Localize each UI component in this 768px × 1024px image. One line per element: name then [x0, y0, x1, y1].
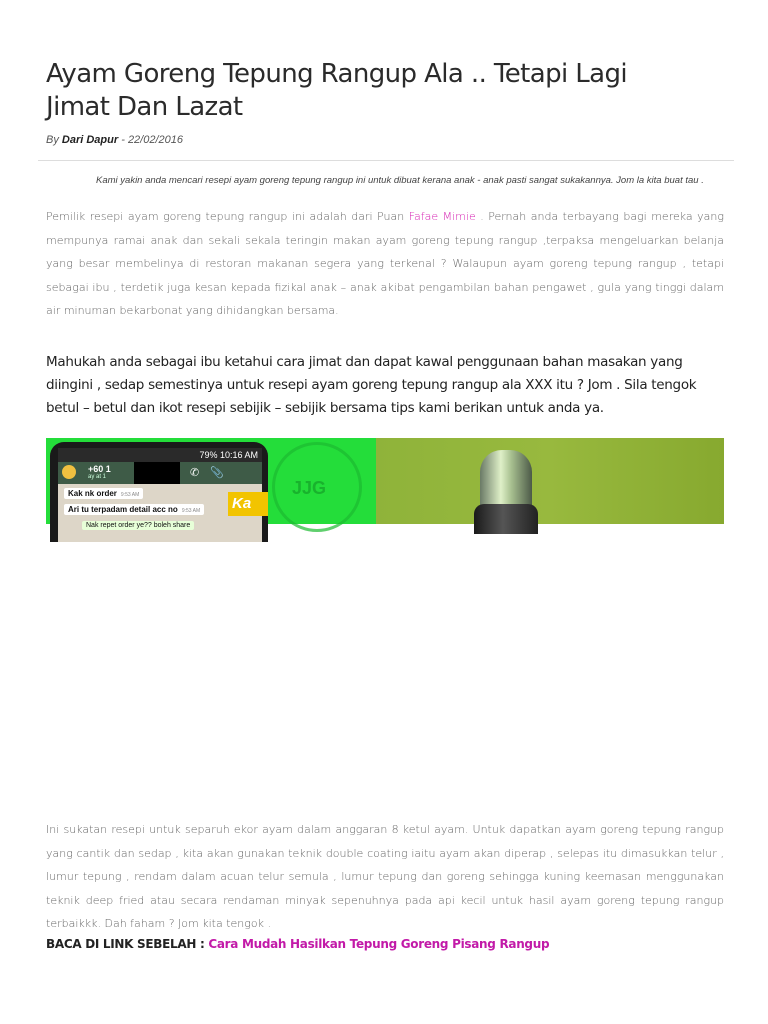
ad-badge: Ka	[228, 492, 268, 516]
by-label: By	[46, 134, 59, 146]
ad-banner-left	[46, 438, 376, 529]
divider	[38, 160, 734, 161]
post-date: 22/02/2016	[127, 134, 183, 146]
recipe-paragraph: Ini sukatan resepi untuk separuh ekor ayam dalam anggaran 8 ketul ayam. Untuk dapatkan ayam goreng tepung rangup yang cantik dan sedap , kita akan gunakan teknik double coating iaitu ayam akan diperap , selepas itu dimasukkan telur , lumur tepung , rendam dalam acuan telur semula , lumur tepung dan goreng sehingga kuning keemasan menggunakan teknik deep fried atau secara rendaman minyak sepenuhnya pada api kecil untuk hasil ayam goreng tepung rangup terbaikkk. Dah faham ? Jom kita tengok .	[46, 823, 724, 930]
bottle-body	[474, 504, 538, 534]
article-title: Ayam Goreng Tepung Rangup Ala .. Tetapi Lagi Jimat Dan Lazat	[46, 59, 628, 122]
chat-message-time: 9:53 AM	[120, 492, 140, 498]
chat-bubble: Nak repet order ye?? boleh share	[82, 521, 194, 530]
read-more	[46, 937, 549, 951]
author-link[interactable]: Dari Dapur	[61, 134, 119, 146]
chat-message-text: Kak nk order	[68, 489, 117, 498]
phone-call-icon: ✆	[190, 467, 200, 479]
ad-banner-right	[376, 438, 724, 524]
highlight-paragraph: Mahukah anda sebagai ibu ketahui cara jimat dan dapat kawal penggunaan bahan masakan yang diingini , sedap semestinya untuk resepi ayam goreng tepung rangup ala XXX itu ? Jom . Sila tengok betul – betul dan ikot resepi sebijik – sebijik bersama tips kami berikan untuk anda ya.	[46, 354, 697, 416]
intro-text-start: Pemilik resepi ayam goreng tepung rangup ini adalah dari Puan	[46, 210, 409, 223]
avatar	[62, 465, 76, 479]
chat-bubble	[64, 488, 143, 499]
chat-message-text: Ari tu terpadam detail acc no	[68, 505, 178, 514]
chat-message-time: 9:53 AM	[181, 508, 201, 514]
chat-bubble	[64, 504, 204, 515]
intro-paragraph	[46, 205, 724, 323]
brand-logo-text: JJG	[292, 478, 327, 498]
phone-status-bar	[58, 448, 262, 462]
date-separator: -	[118, 134, 128, 146]
status-time: 10:16 AM	[219, 450, 258, 460]
redaction-block	[134, 462, 180, 484]
chat-contact-name: +60 1	[88, 464, 111, 474]
article-excerpt: Kami yakin anda mencari resepi ayam goreng tepung rangup ini untuk dibuat kerana anak - anak pasti sangat sukakannya. Jom la kita buat tau .	[96, 175, 704, 186]
bottle-icon	[480, 450, 532, 510]
read-more-label: BACA DI LINK SEBELAH :	[46, 937, 209, 951]
intro-text-end: . Pernah anda terbayang bagi mereka yang mempunya ramai anak dan sekali sekala teringin makan ayam goreng tepung rangup ,terpaksa mengeluarkan belanja yang besar membelinya di restoran makanan segera yang terkenal ? Walaupun ayam goreng tepung rangup , tetapi sebagai ibu , terdetik juga kesan kepada fizikal anak – anak akibat pengambilan bahan pengawet , gula yang tinggi dalam air minuman bekarbonat yang dihidangkan bersama.	[46, 210, 724, 317]
attachment-icon: 📎	[210, 467, 224, 479]
battery-level: 79%	[199, 450, 218, 460]
article-meta	[46, 134, 183, 146]
ad-banner[interactable]	[46, 438, 724, 529]
chat-last-seen: ay at 1	[88, 474, 107, 480]
read-more-link[interactable]: Cara Mudah Hasilkan Tepung Goreng Pisang Rangup	[208, 937, 550, 951]
author-name-link[interactable]: Fafae Mimie	[408, 210, 476, 223]
